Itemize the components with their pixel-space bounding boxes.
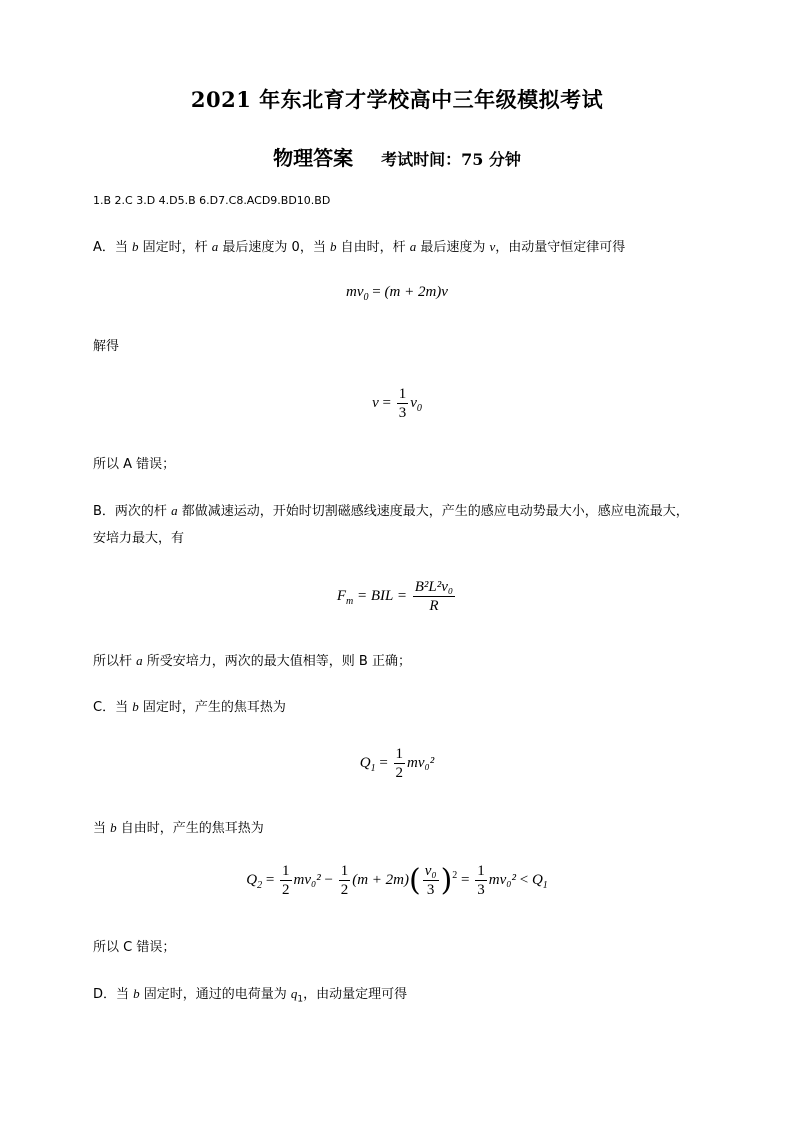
answer-key: 1.B 2.C 3.D 4.D5.B 6.D7.C8.ACD9.BD10.BD (93, 194, 331, 207)
paragraph-b-conclusion: 所以杆 a 所受安培力，两次的最大值相等，则 B 正确； (93, 653, 411, 669)
subject-label: 物理答案 (273, 146, 354, 170)
equation-joule-heat-fixed: $Q_1$ = $\frac{1}{2}$ mv₀² (359, 746, 435, 781)
equation-final-velocity: v = $\frac{1}{3}$ $v_0$ (372, 386, 422, 421)
paragraph-c-line1: C．当 b 固定时，产生的焦耳热为 (93, 699, 286, 715)
paragraph-c-conclusion: 所以 C 错误； (93, 940, 176, 955)
exam-duration: 考试时间：75 分钟 (381, 150, 521, 169)
exam-title: 2021 年东北育才学校高中三年级模拟考试 (190, 87, 604, 112)
paragraph-b-line1: B．两次的杆 a 都做减速运动，开始时切割磁感线速度最大，产生的感应电动势最大小，感应电流最大， (93, 503, 689, 519)
paragraph-solve: 解得 (93, 339, 120, 354)
subtitle (0, 142, 794, 171)
paragraph-a-intro: A．当 b 固定时，杆 a 最后速度为 0，当 b 自由时，杆 a 最后速度为 v，由动量守恒定律可得 (93, 239, 626, 255)
paragraph-a-conclusion: 所以 A 错误； (93, 457, 176, 472)
equation-momentum: $mv_0 = (m + 2m)v$ (346, 284, 448, 303)
paragraph-d-line1: D．当 b 固定时，通过的电荷量为 $q_1$，由动量定理可得 (93, 986, 408, 1005)
paragraph-b-line2: 安培力最大，有 (93, 531, 185, 546)
equation-joule-heat-free: $Q_2$ = $\frac{1}{2}$ mv₀² − $\frac{1}{2}$ (m + 2m)( $\frac{\text{v₀}}{3}$ )$^2$ = $\frac{1}{3}$ $mv_0^2 < Q_1$ (246, 863, 548, 898)
equation-ampere-force: $F_m$ = BIL = $\frac{\text{B²L²v₀}}{R}$ (336, 579, 454, 614)
paragraph-c-line2: 当 b 自由时，产生的焦耳热为 (93, 820, 264, 836)
